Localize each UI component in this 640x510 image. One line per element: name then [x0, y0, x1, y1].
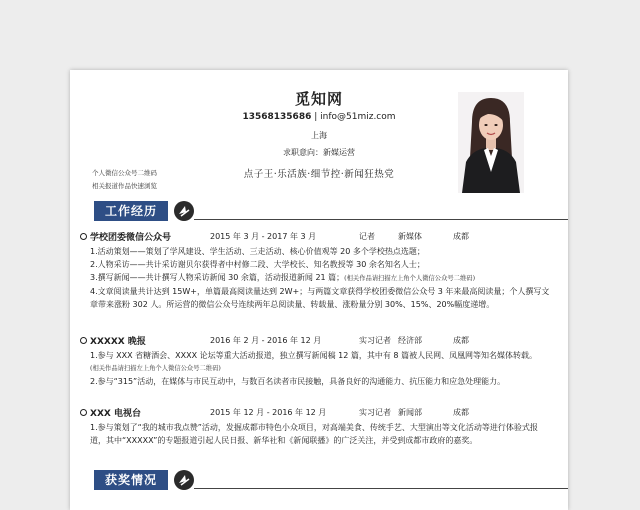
- job-role: 实习记者: [359, 408, 391, 417]
- contact-separator: |: [314, 112, 321, 122]
- email-address: info@51miz.com: [320, 112, 396, 122]
- phone-number: 13568135686: [242, 112, 312, 122]
- section-badge-icon: [174, 470, 194, 490]
- job-dept: 经济部: [398, 336, 422, 345]
- bullet-icon: [80, 233, 87, 240]
- work-experience-title: 工作经历: [94, 201, 168, 221]
- city: 上海: [311, 131, 327, 140]
- job-org: 学校团委微信公众号: [90, 233, 172, 243]
- job-line: 1.参与 XXX 省糖酒会、XXXX 论坛等重大活动报道，独立撰写新闻稿 12 篇，其中有 8 篇被人民网、凤凰网等知名媒体转载。: [90, 351, 538, 360]
- job-3-details: [90, 421, 550, 447]
- job-line-note: (相关作品请扫描左上角个人微信公众号二维码): [344, 275, 476, 282]
- section-badge-icon: [174, 201, 194, 221]
- job-dept: 新媒体: [398, 232, 422, 241]
- bullet-icon: [80, 337, 87, 344]
- work-experience-header: [94, 201, 568, 223]
- awards-title: 获奖情况: [94, 470, 168, 490]
- job-title-row: [80, 334, 146, 347]
- tagline: 点子王·乐活族·细节控·新闻狂热党: [243, 169, 395, 180]
- job-line: 2.人物采访——共计采访谢贝尔获得者中村修二段、大学校长、知名教授等 30 余名知名人士；: [90, 260, 425, 269]
- job-role: 实习记者: [359, 336, 391, 345]
- job-dates: 2016 年 2 月 - 2016 年 12 月: [210, 336, 322, 345]
- resume-sheet: [70, 70, 568, 510]
- job-2-details: [90, 349, 550, 388]
- job-line: 1.活动策划——策划了学风建设、学生活动、三走活动、核心价值观等 20 多个学校热点选题；: [90, 247, 425, 256]
- candidate-name: 觅知网: [294, 90, 343, 108]
- person-portrait-icon: [458, 92, 524, 193]
- job-role: 记者: [359, 232, 375, 241]
- job-dates: 2015 年 3 月 - 2017 年 3 月: [210, 232, 317, 241]
- job-dept: 新闻部: [398, 408, 422, 417]
- job-line: 1.参与策划了“我的城市我点赞”活动，发掘成都市特色小众项目，对高端美食、传统手艺、大型演出等文化活动等进行体验式报道，其中“XXXXX”的专题报道引起人民日报、新华社和《新闻联播》的广泛关注，并受到成都市政府的嘉奖。: [90, 423, 538, 445]
- section-rule: [194, 488, 568, 489]
- job-1-details: [90, 245, 550, 311]
- section-rule: [194, 219, 568, 220]
- job-city: 成都: [453, 408, 469, 417]
- job-line: 3.撰写新闻——共计撰写人物采访新闻 30 余篇，活动报道新闻 21 篇；(相关作品请扫描左上角个人微信公众号二维码): [90, 273, 476, 282]
- job-dates: 2015 年 12 月 - 2016 年 12 月: [210, 408, 327, 417]
- job-line: 4.文章阅读量共计达到 15W+，单篇最高阅读量达到 2W+；与两篇文章获得学校团委微信公众号 3 年来最高阅读量；个人撰写文章带来涨粉 302 人。所运营的微信公众号连续两年总阅读量、转载量、涨粉量分别 30%、15%、20%幅度递增。: [90, 287, 550, 309]
- qr-note-1: 个人微信公众号二维码: [92, 169, 157, 177]
- job-city: 成都: [453, 232, 469, 241]
- qr-note-2: 相关报道作品快速浏览: [92, 182, 157, 190]
- job-org: XXX 电视台: [90, 409, 141, 419]
- job-org: XXXXX 晚报: [90, 337, 146, 347]
- job-title-row: [80, 230, 171, 243]
- bullet-icon: [80, 409, 87, 416]
- job-line: 2.参与“315”活动，在媒体与市民互动中，与数百名读者市民接触，具备良好的沟通能力、抗压能力和应急处理能力。: [90, 377, 506, 386]
- job-title-row: [80, 406, 141, 419]
- job-line-note: (相关作品请扫描左上角个人微信公众号二维码): [90, 365, 221, 372]
- awards-header: [94, 470, 568, 492]
- profile-photo: [458, 92, 524, 193]
- job-intent: 求职意向：新媒运营: [283, 148, 355, 157]
- job-city: 成都: [453, 336, 469, 345]
